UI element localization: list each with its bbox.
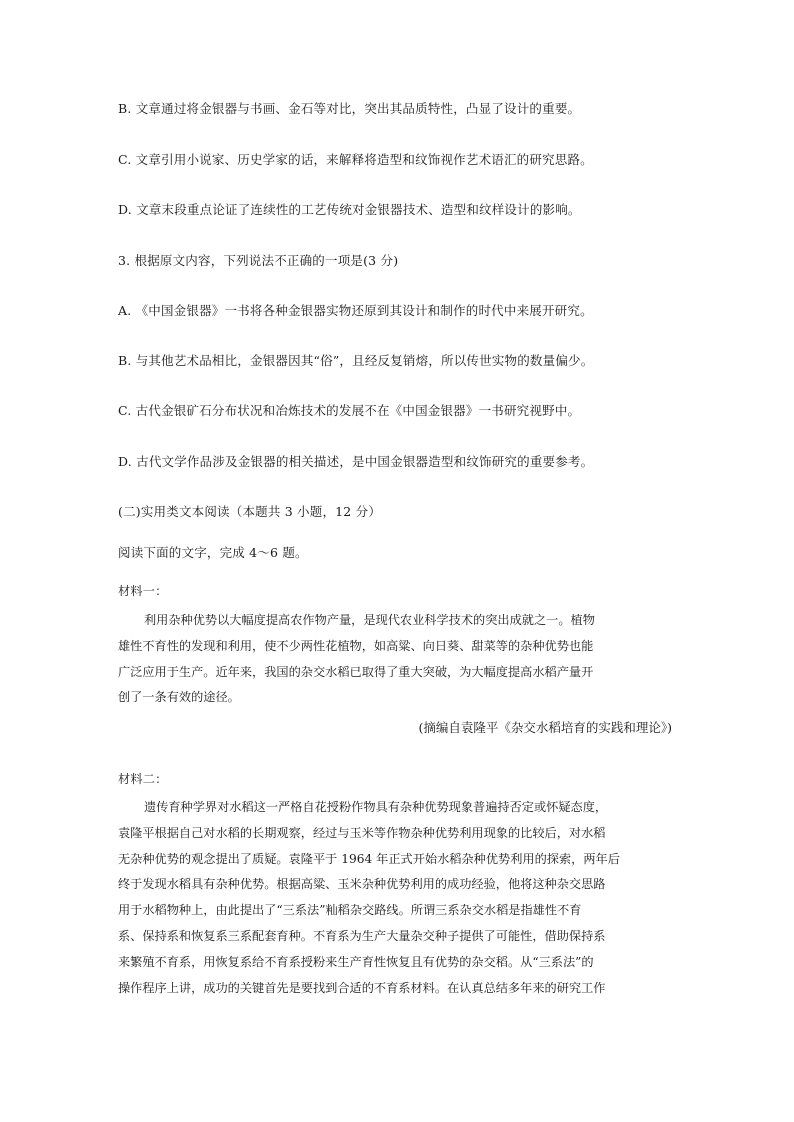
material1-line: 广泛应用于生产。近年来，我国的杂交水稻已取得了重大突破，为大幅度提高水稻产量开 [118, 664, 594, 679]
section-instruction: 阅读下面的文字，完成 4～6 题。 [118, 545, 308, 560]
material1-line: 雄性不育性的发现和利用，使不少两性花植物，如高粱、向日葵、甜菜等的杂种优势也能 [118, 638, 594, 653]
q3-option-b: B. 与其他艺术品相比，金银器因其“俗”，且经反复销熔，所以传世实物的数量偏少。 [118, 353, 594, 368]
q3-stem: 3. 根据原文内容，下列说法不正确的一项是(3 分) [118, 253, 399, 268]
material1-source: (摘编自袁隆平《杂交水稻培育的实践和理论》) [418, 720, 672, 735]
q2-option-d: D. 文章末段重点论证了连续性的工艺传统对金银器技术、造型和纹样设计的影响。 [118, 202, 581, 217]
material1-title: 材料一： [118, 584, 168, 598]
q2-option-b: B. 文章通过将金银器与书画、金石等对比，突出其品质特性，凸显了设计的重要。 [118, 101, 581, 116]
material2-line: 遗传育种学界对水稻这一严格自花授粉作物具有杂种优势现象普遍持否定或怀疑态度， [144, 800, 608, 814]
q3-option-d: D. 古代文学作品涉及金银器的相关描述，是中国金银器造型和纹饰研究的重要参考。 [118, 454, 594, 469]
material2-line: 系、保持系和恢复系三系配套育种。不育系为生产大量杂交种子提供了可能性，借助保持系 [118, 928, 606, 943]
material2-line: 终于发现水稻具有杂种优势。根据高粱、玉米杂种优势利用的成功经验，他将这种杂交思路 [118, 877, 606, 892]
material2-title: 材料二： [118, 772, 168, 786]
material2-line: 无杂种优势的观念提出了质疑。袁隆平于 1964 年正式开始水稻杂种优势利用的探索，两年后 [118, 851, 620, 866]
q2-option-c: C. 文章引用小说家、历史学家的话，来解释将造型和纹饰视作艺术语汇的研究思路。 [118, 152, 593, 167]
section-heading: (二)实用类文本阅读（本题共 3 小题，12 分） [118, 504, 382, 519]
material2-line: 袁隆平根据自己对水稻的长期观察，经过与玉米等作物杂种优势利用现象的比较后，对水稻 [118, 825, 606, 840]
material1-body [118, 608, 686, 711]
material1-line: 创了一条有效的途径。 [118, 690, 240, 705]
material2-body [118, 795, 686, 1001]
material2-line: 操作程序上讲，成功的关键首先是要找到合适的不育系材料。在认真总结多年来的研究工作 [118, 980, 606, 995]
q3-option-a: A. 《中国金银器》一书将各种金银器实物还原到其设计和制作的时代中来展开研究。 [118, 303, 593, 318]
material2-line: 用于水稻物种上，由此提出了“三系法”籼稻杂交路线。所谓三系杂交水稻是指雄性不育 [118, 903, 582, 918]
material1-line: 利用杂种优势以大幅度提高农作物产量，是现代农业科学技术的突出成就之一。植物 [144, 613, 595, 627]
material2-line: 来繁殖不育系，用恢复系给不育系授粉来生产育性恢复且有优势的杂交稻。从“三系法”的 [118, 954, 594, 969]
q3-option-c: C. 古代金银矿石分布状况和冶炼技术的发展不在《中国金银器》一书研究视野中。 [118, 403, 581, 418]
